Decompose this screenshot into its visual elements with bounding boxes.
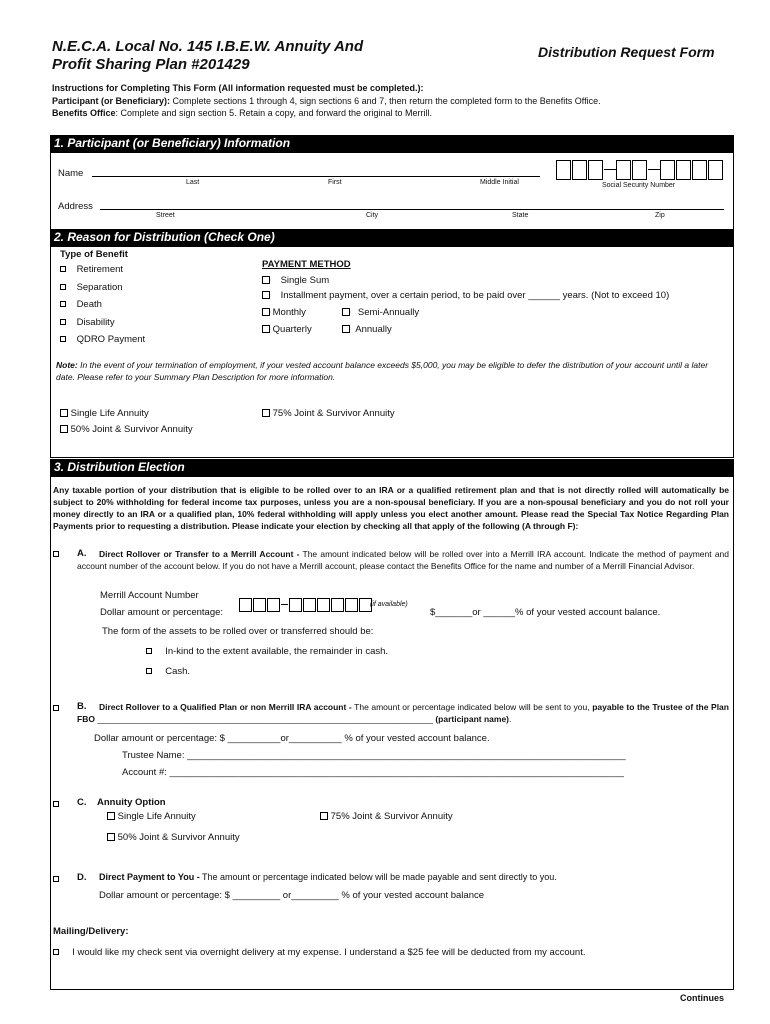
benefit-qdro[interactable] (60, 334, 145, 345)
option-b-fbo-line[interactable]: _______________________________________________________________________ (94, 714, 436, 724)
annuity-single-life[interactable] (60, 408, 149, 419)
office-label: Benefits Office (52, 108, 116, 118)
note-text: In the event of your termination of employment, if your vested account balance exceeds $5,000, you may be eligible to defer the distribution of your account until a later date. Please refer to your Summary Plan Description for more information. (56, 360, 709, 382)
b-trustee-field[interactable]: Trustee Name: ___________________________________________________________________________________ (122, 750, 626, 761)
last-caption: Last (186, 179, 200, 186)
a-amount-field[interactable]: $_______or ______% of your vested account balance. (430, 607, 661, 618)
b-dollar-field[interactable]: Dollar amount or percentage: $ __________or__________ % of your vested account balance. (94, 733, 490, 744)
ssn-digit[interactable] (616, 160, 631, 180)
option-d-checkbox[interactable] (53, 874, 59, 885)
plan-title-line1: N.E.C.A. Local No. 145 I.B.E.W. Annuity And (52, 38, 364, 55)
option-a-body: The amount indicated below will be rolled over into a Merrill IRA account. Indicate the method of payment and account number of the account below. If you do not have a Merrill account, please contact the Benefits Office for the name and number of a Merrill Financial Advisor. (77, 549, 729, 571)
ssn-dash (648, 169, 660, 170)
checkbox[interactable] (320, 812, 328, 820)
b-account-field[interactable]: Account #: ______________________________________________________________________________________ (122, 767, 624, 778)
account-digit[interactable] (303, 598, 316, 612)
c-joint-75[interactable] (320, 811, 453, 822)
checkbox[interactable] (60, 425, 68, 433)
checkbox[interactable] (53, 949, 59, 955)
account-digit[interactable] (253, 598, 266, 612)
option-a-letter: A. (77, 548, 87, 559)
benefit-retirement[interactable] (60, 264, 123, 275)
name-field[interactable] (92, 176, 540, 177)
option-d-text (99, 872, 557, 882)
merrill-account-label: Merrill Account Number (100, 590, 199, 601)
option-b-body: The amount or percentage indicated below will be sent to you, (351, 702, 590, 712)
c-75-label: 75% Joint & Survivor Annuity (330, 811, 453, 822)
account-dash (281, 604, 288, 605)
checkbox[interactable] (60, 336, 66, 342)
middle-caption: Middle Initial (480, 179, 519, 186)
c-joint-50[interactable] (107, 832, 240, 843)
overnight-delivery-option[interactable] (53, 947, 585, 958)
option-b-letter: B. (77, 701, 87, 712)
inkind-label: In-kind to the extent available, the remainder in cash. (165, 646, 389, 657)
payment-installment[interactable] (262, 290, 669, 301)
checkbox[interactable] (342, 308, 350, 316)
option-b-title: Direct Rollover to a Qualified Plan or non Merrill IRA account - (99, 702, 352, 712)
checkbox[interactable] (262, 291, 270, 299)
form-title: Distribution Request Form (538, 44, 715, 60)
payment-semi-annually[interactable] (342, 307, 419, 318)
a-form-text: The form of the assets to be rolled over or transferred should be: (102, 626, 374, 637)
annually-label: Annually (355, 324, 392, 335)
first-caption: First (328, 179, 342, 186)
checkbox[interactable] (342, 325, 350, 333)
checkbox[interactable] (60, 266, 66, 272)
checkbox[interactable] (262, 308, 270, 316)
option-b-text: Direct Rollover to a Qualified Plan or non Merrill IRA account - The amount or percentage indicated below will be sent to you, payable to the Trustee of the Plan FBO _______________________________________________________________________ (participant name). (77, 702, 729, 724)
section1-header: 1. Participant (or Beneficiary) Information (50, 135, 734, 152)
type-of-benefit-heading: Type of Benefit (60, 249, 128, 260)
benefit-label: Disability (76, 317, 115, 328)
participant-label: Participant (or Beneficiary): (52, 96, 171, 106)
monthly-label: Monthly (272, 307, 306, 318)
payment-method-heading: PAYMENT METHOD (262, 259, 351, 270)
checkbox[interactable] (60, 409, 68, 417)
benefit-label: Separation (76, 282, 123, 293)
quarterly-label: Quarterly (272, 324, 312, 335)
option-a-title: Direct Rollover or Transfer to a Merrill Account - (99, 549, 300, 559)
ssn-digit[interactable] (556, 160, 571, 180)
benefit-label: Death (76, 299, 102, 310)
street-caption: Street (156, 212, 175, 219)
option-a-text (77, 548, 729, 572)
option-b-participant: (participant name) (435, 714, 510, 724)
office-text: : Complete and sign section 5. Retain a copy, and forward the original to Merrill. (115, 108, 433, 118)
continues-label: Continues (680, 993, 724, 1003)
account-digit[interactable] (331, 598, 344, 612)
option-b-payable: payable to the Trustee of the Plan FBO (77, 702, 729, 724)
ssn-digit[interactable] (572, 160, 587, 180)
single-life-label: Single Life Annuity (70, 408, 149, 419)
overnight-delivery-label: I would like my check sent via overnight delivery at my expense. I understand a $25 fee will be deducted from my account. (72, 947, 586, 958)
address-field[interactable] (100, 209, 724, 210)
account-digit[interactable] (345, 598, 358, 612)
section3-header: 3. Distribution Election (50, 459, 734, 476)
joint-50-label: 50% Joint & Survivor Annuity (70, 424, 193, 435)
ssn-digit[interactable] (676, 160, 691, 180)
a-inkind-option[interactable] (146, 646, 388, 657)
plan-title-line2: Profit Sharing Plan #201429 (52, 56, 250, 73)
option-c-checkbox[interactable] (53, 799, 59, 810)
checkbox[interactable] (107, 833, 115, 841)
single-sum-label: Single Sum (280, 275, 330, 286)
option-d-letter: D. (77, 872, 87, 883)
city-caption: City (366, 212, 379, 219)
checkbox[interactable] (146, 668, 152, 674)
participant-text: Complete sections 1 through 4, sign sections 6 and 7, then return the completed form to the Benefits Office. (172, 96, 601, 106)
option-c-letter: C. (77, 797, 87, 808)
payment-annually[interactable] (342, 324, 392, 335)
checkbox[interactable] (262, 276, 270, 284)
semi-annually-label: Semi-Annually (357, 307, 420, 318)
benefit-death[interactable] (60, 299, 102, 310)
ssn-dash (604, 169, 616, 170)
account-digit[interactable] (317, 598, 330, 612)
ssn-caption: Social Security Number (602, 182, 676, 189)
checkbox[interactable] (53, 801, 59, 807)
option-d-body: The amount or percentage indicated below will be made payable and sent directly to you. (199, 872, 557, 882)
checkbox[interactable] (53, 705, 59, 711)
payment-monthly[interactable] (262, 307, 306, 318)
instructions-participant (52, 96, 601, 107)
ssn-digit[interactable] (708, 160, 723, 180)
zip-caption: Zip (655, 212, 665, 219)
option-b-checkbox[interactable] (53, 703, 59, 714)
ssn-digit[interactable] (660, 160, 675, 180)
ssn-digit[interactable] (692, 160, 707, 180)
checkbox[interactable] (146, 648, 152, 654)
state-caption: State (512, 212, 529, 219)
option-a-checkbox[interactable] (53, 549, 59, 560)
benefit-disability[interactable] (60, 317, 115, 328)
account-digit[interactable] (239, 598, 252, 612)
payment-quarterly[interactable] (262, 324, 312, 335)
ssn-digit[interactable] (588, 160, 603, 180)
ssn-digit[interactable] (632, 160, 647, 180)
option-d-title: Direct Payment to You - (99, 872, 200, 882)
note-label: Note: (56, 360, 78, 370)
annuity-joint-50[interactable] (60, 424, 193, 435)
account-digit[interactable] (267, 598, 280, 612)
checkbox[interactable] (60, 319, 66, 325)
if-available-note: (if available) (370, 601, 408, 608)
distribution-intro: Any taxable portion of your distribution that is eligible to be rolled over to an IRA or a qualified retirement plan and that is not directly rolled will automatically be subject to 20% withholding for federal income tax purposes, unless you are a non-spousal beneficiary. If you are a non-spousal beneficiary and you do not roll your money directly to an IRA or a qualified plan, 10% federal withholding will apply unless you elect another amount. Please read the Special Tax Notice Regarding Plan Payments prior to requesting a distribution. Please indicate your election by checking all that apply of the following (A through F): (53, 485, 729, 531)
installment-label: Installment payment, over a certain period, to be paid over ______ years. (Not to exceed 10) (280, 290, 670, 301)
a-cash-option[interactable] (146, 666, 190, 677)
name-label: Name (58, 168, 84, 179)
joint-75-label: 75% Joint & Survivor Annuity (272, 408, 395, 419)
mailing-heading: Mailing/Delivery: (53, 926, 129, 937)
instructions-office (52, 108, 432, 119)
option-c-title: Annuity Option (97, 797, 166, 808)
c-single-label: Single Life Annuity (117, 811, 196, 822)
merrill-account-field[interactable] (239, 596, 373, 614)
instructions-heading: Instructions for Completing This Form (All information requested must be completed.): (52, 83, 424, 93)
d-dollar-field[interactable]: Dollar amount or percentage: $ _________ or_________ % of your vested account balance (99, 890, 485, 901)
account-digit[interactable] (289, 598, 302, 612)
benefit-label: QDRO Payment (76, 334, 146, 345)
plan-title (52, 38, 363, 74)
a-dollar-label: Dollar amount or percentage: (100, 607, 224, 618)
annuity-joint-75[interactable] (262, 408, 395, 419)
address-label: Address (58, 201, 93, 212)
distribution-note (56, 359, 728, 383)
checkbox[interactable] (262, 409, 270, 417)
checkbox[interactable] (60, 301, 66, 307)
c-single-life[interactable] (107, 811, 196, 822)
cash-label: Cash. (165, 666, 191, 677)
checkbox[interactable] (53, 876, 59, 882)
checkbox[interactable] (107, 812, 115, 820)
payment-single-sum[interactable] (262, 275, 329, 286)
checkbox[interactable] (53, 551, 59, 557)
benefit-separation[interactable] (60, 282, 123, 293)
c-50-label: 50% Joint & Survivor Annuity (117, 832, 240, 843)
checkbox[interactable] (262, 325, 270, 333)
section2-header: 2. Reason for Distribution (Check One) (50, 229, 734, 246)
checkbox[interactable] (60, 284, 66, 290)
benefit-label: Retirement (76, 264, 124, 275)
